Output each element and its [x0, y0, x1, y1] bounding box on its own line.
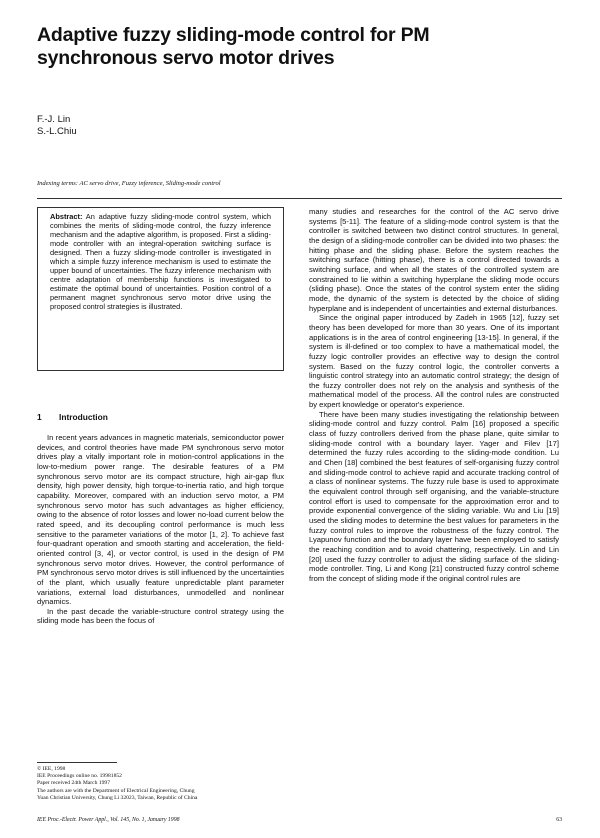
- footnote-copyright: © IEE, 1998: [37, 766, 66, 772]
- left-column: [37, 433, 284, 753]
- section-number: 1: [37, 412, 42, 422]
- page-footer: [37, 817, 562, 823]
- paper-title: [37, 24, 557, 70]
- author-2: S.-L.Chiu: [37, 126, 77, 137]
- abstract-box: [37, 207, 284, 371]
- footnote-received: Paper received 24th March 1997: [37, 780, 111, 787]
- paragraph: In the past decade the variable-structure control strategy using the sliding mode has been the focus of: [37, 606, 284, 626]
- title-line-2: synchronous servo motor drives: [37, 47, 335, 69]
- abstract-label: Abstract:: [50, 212, 83, 221]
- title-line-1: Adaptive fuzzy sliding-mode control for PM: [37, 24, 430, 46]
- page-number: 63: [556, 817, 562, 823]
- footnote-online: IEE Proceedings online no. 19981852: [37, 773, 122, 780]
- journal-reference: IEE Proc.-Electr. Power Appl., Vol. 145, No. 1, January 1998: [37, 817, 180, 823]
- section-heading: [37, 412, 108, 422]
- section-title: Introduction: [59, 412, 108, 422]
- header-divider: [37, 198, 562, 199]
- paragraph: many studies and researches for the control of the AC servo drive systems [5-11]. The feature of a sliding-mode control system is that the controller is switched between two distinct control structures. In general, the design of a sliding-mode controller can be divided into two phases: the hitting phase and the sliding phase. Before the system reaches the switching surface (hitting phase), there is a control directed towards a switching surface, and when all the states of the controlled system are constrained to lie within a switching hyperplane the sliding mode occurs (sliding phase). Once the states of the control system enter the sliding mode, the dynamic of the system is detected by the choice of sliding hyperplane and is independent of uncertainties and external disturbances.: [309, 207, 559, 313]
- footnote-divider: [37, 762, 117, 763]
- abstract-text: An adaptive fuzzy sliding-mode control system, which combines the merits of sliding-mode control, the fuzzy inference mechanism and the adaptive algorithm, is proposed. First a sliding-mode controller with an integral-operation switching surface is designed. Then a fuzzy sliding-mode controller is investigated in which a simple fuzzy inference mechanism is used to estimate the upper bound of uncertainties. The fuzzy inference mechanism with centre adaptation of membership functions is investigated to estimate the optimal bound of uncertainties. Position control of a permanent magnet synchronous servo motor drive using the proposed control strategies is illustrated.: [50, 212, 271, 312]
- footnote-affiliation-1: The authors are with the Department of Electrical Engineering, Chung: [37, 787, 195, 794]
- authors: [37, 114, 77, 138]
- author-1: F.-J. Lin: [37, 114, 71, 125]
- right-column: [309, 207, 559, 811]
- paragraph: Since the original paper introduced by Zadeh in 1965 [12], fuzzy set theory has been developed for more than 30 years. One of its important applications is in the area of control engineering [13-15]. In general, if the system is ill-defined or too complex to have a mathematical model, the fuzzy logic controller provides an effective way to design the control system. Based on the fuzzy control logic, the controller converts a linguistic control strategy into an automatic control strategy; the design of the fuzzy controller does not rely on the analysis and synthesis of the mathematical model of the process. All the control rules are constructed by expert knowledge or operator's experience.: [309, 313, 559, 410]
- footnote-affiliation-2: Yuan Christian University, Chung Li 32023, Taiwan, Republic of China: [37, 794, 198, 801]
- paragraph: There have been many studies investigating the relationship between sliding-mode control and fuzzy control. Palm [16] proposed a specific class of fuzzy controllers derived from the phase plane, quite similar to sliding-mode control with a boundary layer. Yager and Filev [17] determined the fuzzy rules according to the sliding-mode condition. Lu and Chen [18] combined the best features of self-organising fuzzy control and sliding-mode control to achieve rapid and accurate tracking control of a class of nonlinear systems. The fuzzy rule base is used to approximate the equivalent control through self organising, and the variable-structure control effort is used to compensate for the approximation error and to provide exponential convergence of the sliding variable. Wu and Liu [19] used the sliding modes to determine the best values for parameters in the fuzzy control rules to improve the robustness of the fuzzy control. The Lyapunov function and the boundary layer have been employed to satisfy the reaching condition and to avoid chattering, respectively. Lin and Lin [20] used the fuzzy controller to adjust the sliding surface of the sliding-mode controller. Ting, Li and Kong [21] constructed fuzzy control scheme from the concept of sliding mode if the original control rules are: [309, 409, 559, 583]
- indexing-terms: Indexing terms: AC servo drive, Fuzzy inference, Sliding-mode control: [37, 180, 221, 187]
- footnotes: [37, 766, 287, 802]
- paragraph: In recent years advances in magnetic materials, semiconductor power devices, and control theories have made PM synchronous servo motor drives play a vitally important role in motion-control applications in the low-to-medium power range. The desirable features of a PM synchronous servo motor are its compact structure, high air-gap flux density, high power density, high torque-to-inertia ratio, and high torque capability. Moreover, compared with an induction servo motor, a PM synchronous servo motor has such advantages as higher efficiency, owing to the absence of rotor losses and lower no-load current below the rated speed, and its decoupling control performance is much less sensitive to the parameter variations of the motor [1, 2]. To achieve fast four-quadrant operation and smooth starting and acceleration, the field-oriented control [3, 4], or vector control, is used in the design of PM synchronous servo motor drives. However, the control performance of PM synchronous servo motor drives is still influenced by the uncertainties of the plant, which usually feature unpredictable plant parameter variations, external load disturbances, unmodelled and nonlinear dynamics.: [37, 433, 284, 607]
